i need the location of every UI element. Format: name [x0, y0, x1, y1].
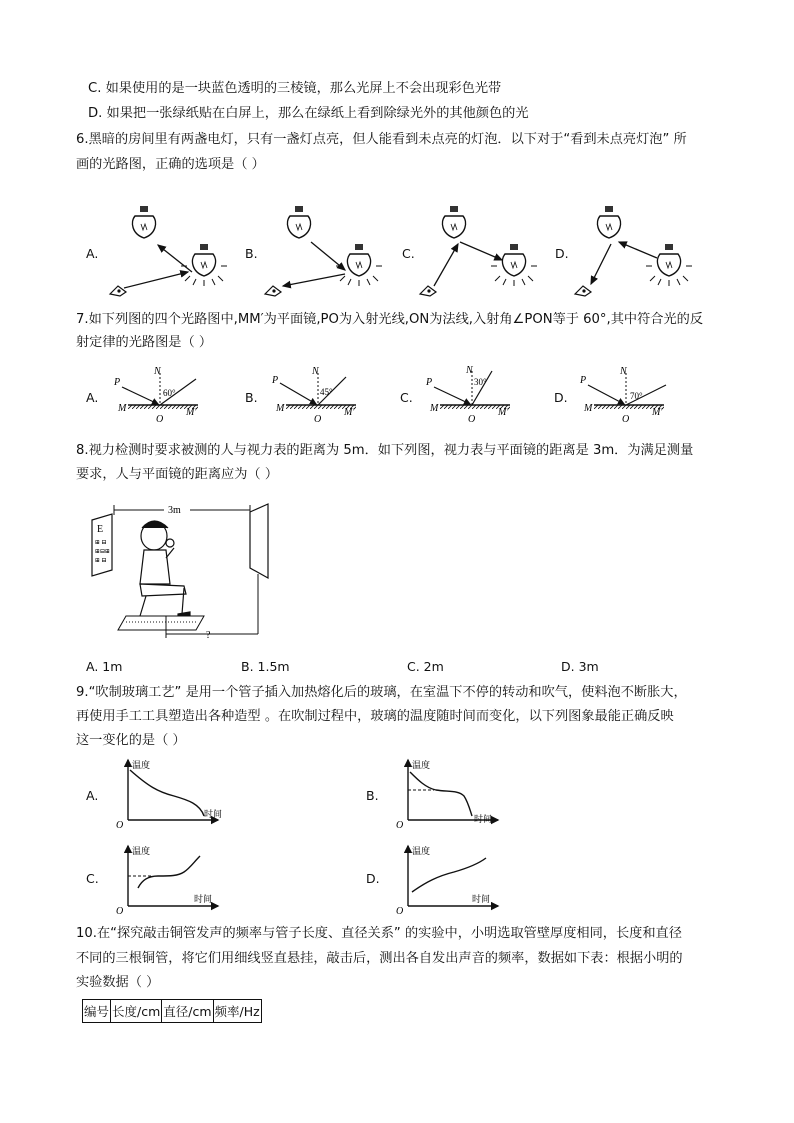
svg-text:⊞ ⊟: ⊞ ⊟: [95, 558, 107, 564]
q7-stem-line2: 射定律的光路图是（ ）: [76, 335, 213, 350]
svg-text:E: E: [97, 524, 104, 535]
q9-stem-line3: 这一变化的是（ ）: [76, 733, 186, 748]
q10-stem-line2: 不同的三根铜管，将它们用细线竖直悬挂，敲击后，测出各自发出声音的频率，数据如下表：根据小明的: [76, 951, 683, 966]
q6-stem-line1: 6.黑暗的房间里有两盏电灯，只有一盏灯点亮，但人能看到未点亮的灯泡．以下对于“看到未点亮灯泡” 所: [76, 132, 687, 147]
q8-stem-line2: 要求，人与平面镜的距离应为（ ）: [76, 467, 279, 482]
q7-option-c-label: C.: [400, 390, 413, 405]
q9-graph-a: [116, 759, 222, 831]
q7-figure-b: [271, 366, 356, 425]
svg-text:O: O: [622, 414, 630, 425]
q7-figure-c: [425, 365, 510, 425]
header-diameter: 直径/cm: [162, 1000, 213, 1023]
svg-text:⊞ ⊟: ⊞ ⊟: [95, 540, 107, 546]
q10-stem-line1: 10.在“探究敲击铜管发声的频率与管子长度、直径关系” 的实验中，小明选取管壁厚度相同，长度和直径: [76, 926, 682, 941]
svg-text:N: N: [466, 365, 473, 376]
svg-text:P: P: [426, 377, 433, 388]
svg-text:45°: 45°: [320, 387, 333, 397]
q5-option-c: C. 如果使用的是一块蓝色透明的三棱镜，那么光屏上不会出现彩色光带: [88, 81, 502, 96]
q6-option-b-label: B.: [245, 246, 258, 261]
svg-text:60°: 60°: [163, 388, 176, 398]
q9-stem-line1: 9.“吹制玻璃工艺” 是用一个管子插入加热熔化后的玻璃，在室温下不停的转动和吹气，使料泡不断胀大，: [76, 685, 687, 700]
svg-text:M′: M′: [498, 407, 509, 418]
q7-figure-a: [113, 366, 198, 425]
svg-text:70°: 70°: [630, 391, 643, 401]
svg-text:M: M: [584, 403, 593, 414]
q9-option-c-label: C.: [86, 871, 99, 886]
svg-text:3m: 3m: [168, 505, 181, 516]
q6-option-d-label: D.: [555, 246, 569, 261]
svg-text:N: N: [312, 366, 319, 377]
svg-text:O: O: [156, 414, 164, 425]
svg-text:P: P: [114, 377, 121, 388]
svg-text:N: N: [154, 366, 161, 377]
svg-text:温度: 温度: [412, 760, 431, 770]
q5-option-d: D. 如果把一张绿纸贴在白屏上，那么在绿纸上看到除绿光外的其他颜色的光: [88, 106, 529, 121]
seated-person: [140, 521, 190, 617]
svg-text:O: O: [116, 820, 124, 831]
q9-stem-line2: 再使用手工工具塑造出各种造型 。在吹制过程中，玻璃的温度随时间而变化，以下列图象最能正确反映: [76, 709, 674, 724]
svg-text:M′: M′: [344, 407, 355, 418]
q8-option-c: C. 2m: [407, 659, 444, 674]
svg-text:N: N: [620, 366, 627, 377]
svg-text:时间: 时间: [472, 894, 491, 904]
svg-text:?: ?: [206, 630, 211, 641]
svg-text:⊞⊟⊞: ⊞⊟⊞: [95, 549, 111, 555]
eye-chart: [92, 514, 112, 576]
q9-temperature-graphs: [108, 756, 493, 917]
svg-text:O: O: [396, 906, 404, 917]
q9-option-a-label: A.: [86, 788, 99, 803]
table-header-row: [83, 1000, 262, 1023]
svg-text:温度: 温度: [412, 846, 431, 856]
q10-data-table: [82, 999, 262, 1023]
q9-graph-c: [116, 845, 218, 917]
q7-stem-line1: 7.如下列图的四个光路图中,MM′为平面镜,PO为入射光线,ON为法线,入射角∠PON等于 60°,其中符合光的反: [76, 312, 704, 327]
q7-figure-d: [579, 366, 666, 425]
header-frequency: 频率/Hz: [213, 1000, 261, 1023]
svg-text:时间: 时间: [474, 814, 493, 824]
q8-option-d: D. 3m: [561, 659, 599, 674]
svg-text:P: P: [272, 375, 279, 386]
svg-text:时间: 时间: [194, 894, 213, 904]
q6-figure-c: [420, 206, 537, 296]
q8-eye-test-figure: [86, 498, 276, 644]
svg-text:M: M: [118, 403, 127, 414]
svg-text:温度: 温度: [132, 846, 151, 856]
header-id: 编号: [83, 1000, 111, 1023]
q6-option-a-label: A.: [86, 246, 99, 261]
q9-option-d-label: D.: [366, 871, 380, 886]
q10-stem-line3: 实验数据（ ）: [76, 975, 160, 990]
q9-option-b-label: B.: [366, 788, 379, 803]
q6-option-c-label: C.: [402, 246, 415, 261]
svg-text:M′: M′: [186, 407, 197, 418]
q9-graph-d: [396, 845, 498, 917]
q6-stem-line2: 画的光路图，正确的选项是（ ）: [76, 157, 265, 172]
svg-text:O: O: [468, 414, 476, 425]
svg-text:O: O: [116, 906, 124, 917]
svg-text:时间: 时间: [204, 809, 223, 819]
header-length: 长度/cm: [111, 1000, 162, 1023]
svg-text:M′: M′: [652, 407, 663, 418]
svg-text:温度: 温度: [132, 760, 151, 770]
q7-option-b-label: B.: [245, 390, 258, 405]
q9-graph-b: [396, 759, 498, 831]
svg-text:O: O: [314, 414, 322, 425]
q6-light-path-figures: [100, 200, 700, 300]
q7-option-a-label: A.: [86, 390, 99, 405]
q7-option-d-label: D.: [554, 390, 568, 405]
svg-text:M: M: [430, 403, 439, 414]
svg-text:P: P: [580, 375, 587, 386]
q7-reflection-figures: [100, 365, 720, 427]
svg-text:M: M: [276, 403, 285, 414]
q8-stem-line1: 8.视力检测时要求被测的人与视力表的距离为 5m．如下列图，视力表与平面镜的距离是 3m．为满足测量: [76, 443, 694, 458]
q8-option-a: A. 1m: [86, 659, 123, 674]
svg-text:O: O: [396, 820, 404, 831]
q6-figure-b: [265, 206, 382, 296]
q6-figure-d: [575, 206, 692, 296]
svg-text:30°: 30°: [474, 377, 487, 387]
q8-option-b: B. 1.5m: [241, 659, 290, 674]
q6-figure-a: [110, 206, 227, 296]
